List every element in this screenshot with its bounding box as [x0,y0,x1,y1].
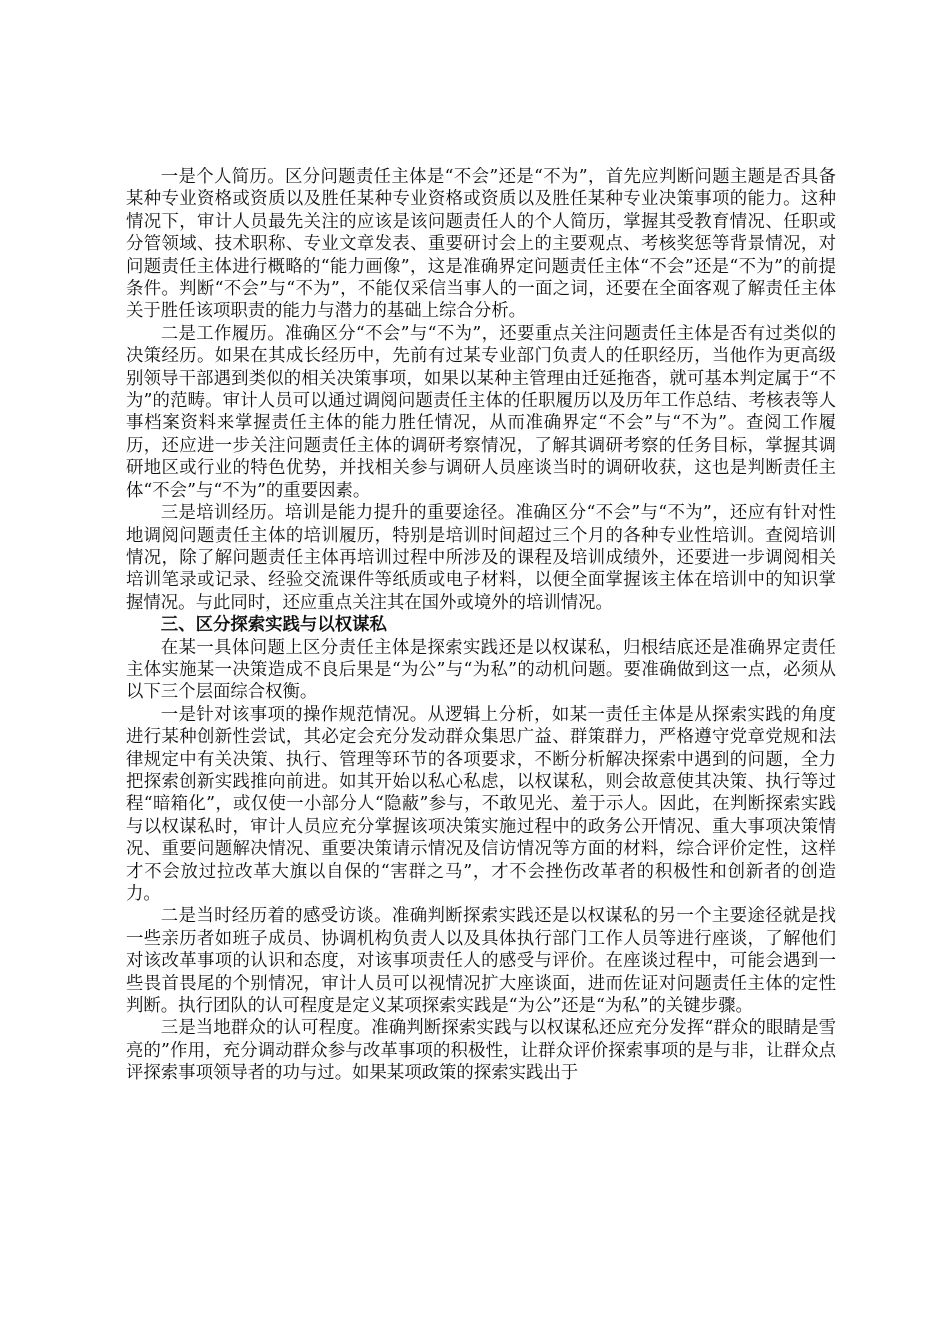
section-heading: 三、区分探索实践与以权谋私 [160,615,387,636]
paragraph-section-intro: 在某一具体问题上区分责任主体是探索实践还是以权谋私，归根结底还是准确界定责任主体实施某一决策造成不良后果是“为公”与“为私”的动机问题。要准确做到这一点，必须从以下三个层面综合权衡。 [126,637,836,703]
paragraph-personal-resume: 一是个人简历。区分问题责任主体是“不会”还是“不为”，首先应判断问题主题是否具备某种专业资格或资质以及胜任某种专业资格或资质以及胜任某种专业决策事项的能力。这种情况下，审计人员最先关注的应该是该问题责任人的个人简历，掌握其受教育情况、任职或分管领域、技术职称、专业文章发表、重要研讨会上的主要观点、考核奖惩等背景情况，对问题责任主体进行概略的“能力画像”，这是准确界定问题责任主体“不会”还是“不为”的前提条件。判断“不会”与“不为”，不能仅采信当事人的一面之词，还要在全面客观了解责任主体关于胜任该项职责的能力与潜力的基础上综合分析。 [126,167,836,322]
document-page [126,166,836,1085]
paragraph-operation-norms: 一是针对该事项的操作规范情况。从逻辑上分析，如某一责任主体是从探索实践的角度进行某种创新性尝试，其必定会充分发动群众集思广益、群策群力，严格遵守党章党规和法律规定中有关决策、执行、管理等环节的各项要求，不断分析解决探索中遇到的问题，全力把探索创新实践推向前进。如其开始以私心私虑，以权谋私，则会故意使其决策、执行等过程“暗箱化”，或仅使一小部分人“隐蔽”参与，不敢见光、羞于示人。因此，在判断探索实践与以权谋私时，审计人员应充分掌握该项决策实施过程中的政务公开情况、重大事项决策情况、重要问题解决情况、重要决策请示情况及信访情况等方面的材料，综合评价定性，这样才不会放过拉改革大旗以自保的“害群之马”，才不会挫伤改革者的积极性和创新者的创造力。 [126,704,836,904]
paragraph-work-history: 二是工作履历。准确区分“不会”与“不为”，还要重点关注问题责任主体是否有过类似的决策经历。如果在其成长经历中，先前有过某专业部门负责人的任职经历，当他作为更高级别领导干部遇到类似的相关决策事项，如果以某种主管理由迁延拖沓，就可基本判定属于“不为”的范畴。审计人员可以通过调阅问题责任主体的任职履历以及历年工作总结、考核表等人事档案资料来掌握责任主体的能力胜任情况，从而准确界定“不会”与“不为”。查阅工作履历，还应进一步关注问题责任主体的调研考察情况，了解其调研考察的任务目标，掌握其调研地区或行业的特色优势，并找相关参与调研人员座谈当时的调研收获，这也是判断责任主体“不会”与“不为”的重要因素。 [126,323,836,501]
paragraph-interviews: 二是当时经历着的感受访谈。准确判断探索实践还是以权谋私的另一个主要途径就是找一些亲历者如班子成员、协调机构负责人以及具体执行部门工作人员等进行座谈，了解他们对该改革事项的认识和态度，对该事项责任人的感受与评价。在座谈过程中，可能会遇到一些畏首畏尾的个别情况，审计人员可以视情况扩大座谈面，进而佐证对问题责任主体的定性判断。执行团队的认可程度是定义某项探索实践是“为公”还是“为私”的关键步骤。 [126,906,836,1017]
paragraph-training-history: 三是培训经历。培训是能力提升的重要途径。准确区分“不会”与“不为”，还应有针对性地调阅问题责任主体的培训履历，特别是培训时间超过三个月的各种专业性培训。查阅培训情况，除了解问题责任主体再培训过程中所涉及的课程及培训成绩外，还要进一步调阅相关培训笔录或记录、经验交流课件等纸质或电子材料，以便全面掌握该主体在培训中的知识掌握情况。与此同时，还应重点关注其在国外或境外的培训情况。 [126,503,836,613]
paragraph-public-recognition: 三是当地群众的认可程度。准确判断探索实践与以权谋私还应充分发挥“群众的眼睛是雪亮的”作用，充分调动群众参与改革事项的积极性，让群众评价探索事项的是与非，让群众点评探索事项领导者的功与过。如果某项政策的探索实践出于 [126,1018,836,1084]
